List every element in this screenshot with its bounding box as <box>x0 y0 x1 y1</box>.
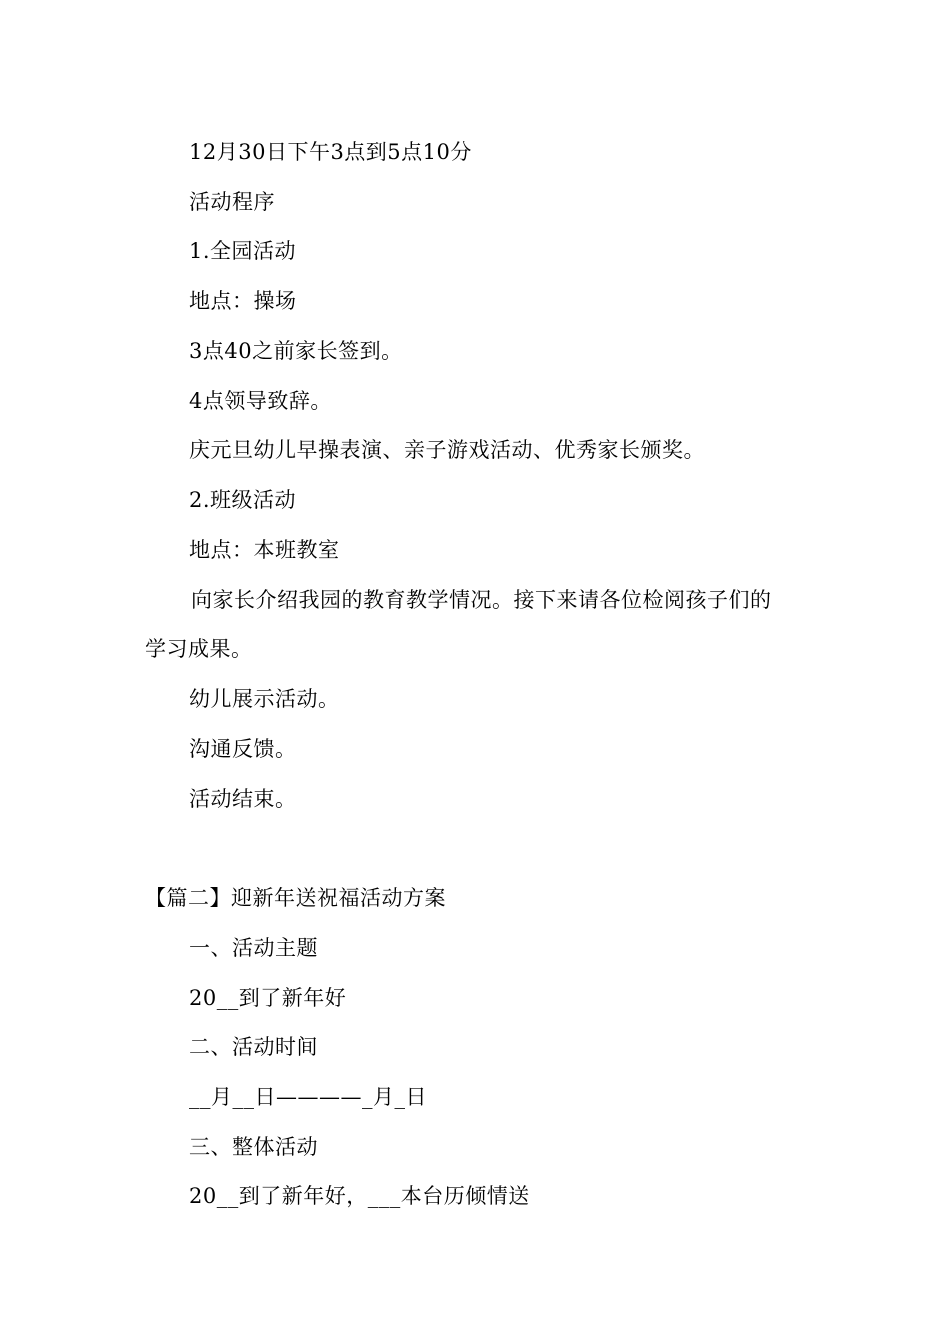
overall-activity-text: 20__到了新年好，___本台历倾情送 <box>189 1184 530 1208</box>
activity-end-line: 活动结束。 <box>189 787 297 811</box>
time-range-text: __月__日————_月_日 <box>189 1085 427 1109</box>
child-showcase-line: 幼儿展示活动。 <box>189 687 340 711</box>
feedback-line: 沟通反馈。 <box>189 737 297 761</box>
introduction-paragraph-line-1: 向家长介绍我园的教育教学情况。接下来请各位检阅孩子们的 <box>191 588 772 612</box>
program-heading: 活动程序 <box>189 190 275 214</box>
time-heading: 二、活动时间 <box>189 1035 318 1059</box>
school-activity-heading: 1.全园活动 <box>189 239 297 263</box>
theme-heading: 一、活动主题 <box>189 936 318 960</box>
class-activity-heading: 2.班级活动 <box>189 488 297 512</box>
event-time-line: 12月30日下午3点到5点10分 <box>189 140 472 164</box>
celebration-program-line: 庆元旦幼儿早操表演、亲子游戏活动、优秀家长颁奖。 <box>189 438 705 462</box>
parent-signin-line: 3点40之前家长签到。 <box>189 339 403 363</box>
leader-speech-line: 4点领导致辞。 <box>189 389 332 413</box>
section-two-heading: 【篇二】迎新年送祝福活动方案 <box>145 886 446 910</box>
school-activity-location: 地点：操场 <box>189 289 297 313</box>
class-activity-location: 地点：本班教室 <box>189 538 340 562</box>
introduction-paragraph-line-2: 学习成果。 <box>145 637 253 661</box>
theme-text: 20__到了新年好 <box>189 986 347 1010</box>
overall-activity-heading: 三、整体活动 <box>189 1135 318 1159</box>
